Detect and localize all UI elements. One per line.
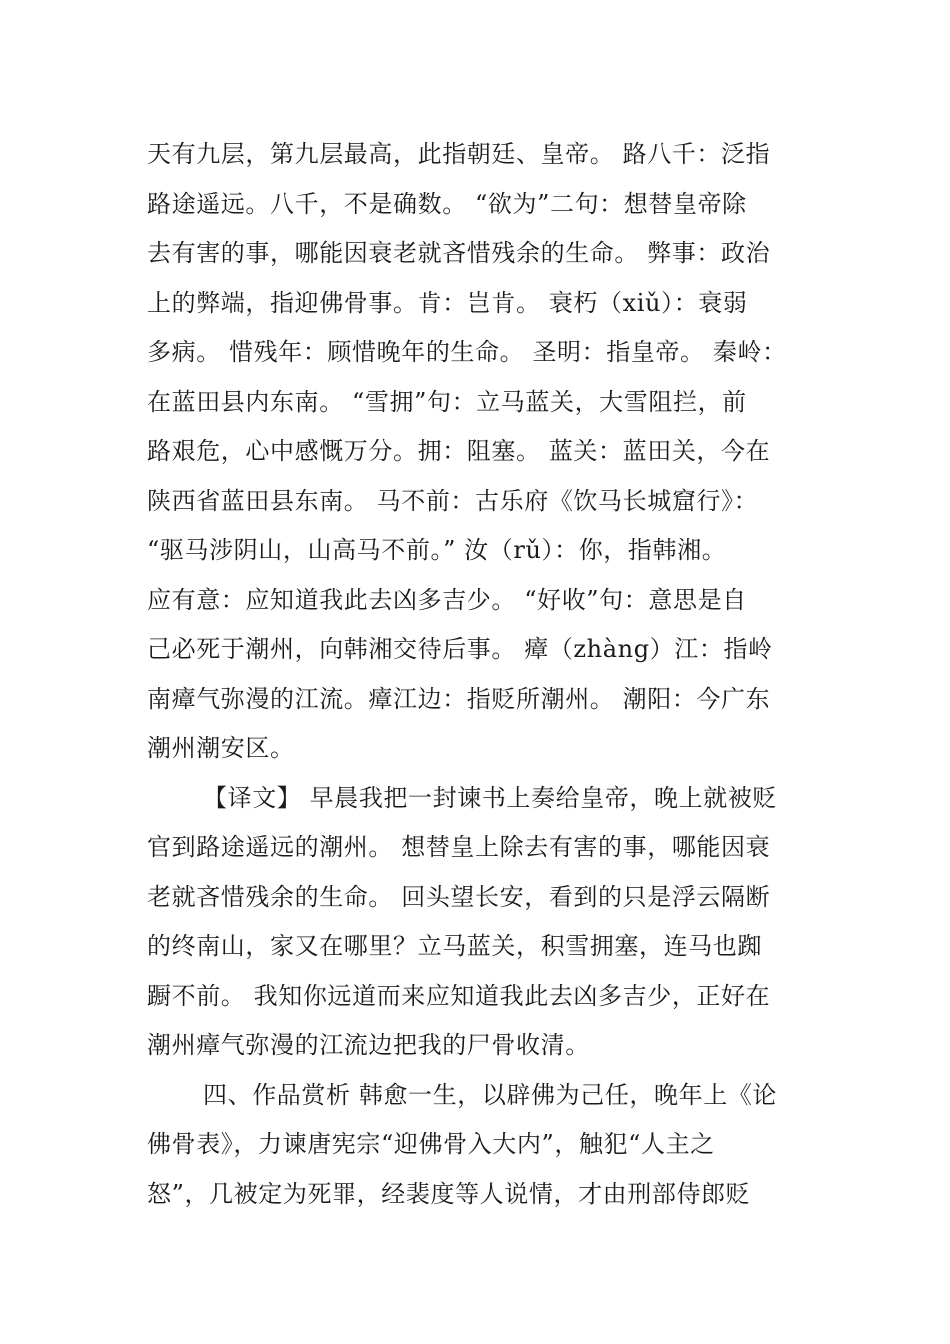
text-line: 南瘴气弥漫的江流。瘴江边：指贬所潮州。 潮阳：今广东 — [147, 684, 771, 713]
text-line: 上的弊端，指迎佛骨事。肯：岂肯。 衰朽（xiǔ）：衰弱 — [147, 288, 748, 317]
text-line: 己必死于潮州，向韩湘交待后事。 瘴（zhàng）江：指岭 — [147, 635, 773, 663]
text-line: “驱马涉阴山，山高马不前。” 汝（rǔ）：你，指韩湘。 — [147, 536, 727, 564]
text-line: 潮州瘴气弥漫的江流边把我的尸骨收清。 — [147, 1031, 590, 1059]
text-line: 路艰危，心中感慨万分。拥：阻塞。 蓝关：蓝田关，今在 — [147, 437, 771, 465]
text-line: 在蓝田县内东南。 “雪拥”句：立马蓝关，大雪阻拦，前 — [147, 387, 747, 416]
text-line: 陕西省蓝田县东南。 马不前：古乐府《饮马长城窟行》： — [147, 486, 759, 515]
text-line: 路途遥远。八千，不是确数。 “欲为”二句：想替皇帝除 — [147, 189, 747, 218]
notes-paragraph — [147, 130, 847, 774]
text-line: 老就吝惜残余的生命。 回头望长安，看到的只是浮云隔断 — [147, 882, 771, 911]
text-line: 官到路途遥远的潮州。 想替皇上除去有害的事，哪能因衰 — [147, 833, 771, 861]
text-line: 潮州潮安区。 — [147, 734, 295, 762]
text-line: 【译文】 早晨我把一封谏书上奏给皇帝，晚上就被贬 — [203, 783, 778, 812]
text-line: 蹰不前。 我知你远道而来应知道我此去凶多吉少，正好在 — [147, 981, 771, 1010]
text-line: 去有害的事，哪能因衰老就吝惜残余的生命。 弊事：政治 — [147, 239, 771, 267]
appreciation-paragraph — [147, 1071, 847, 1220]
text-line: 多病。 惜残年：顾惜晚年的生命。 圣明：指皇帝。 秦岭： — [147, 338, 787, 366]
text-line: 四、作品赏析 韩愈一生，以辟佛为己任，晚年上《论 — [203, 1080, 778, 1109]
text-line: 天有九层，第九层最高，此指朝廷、皇帝。 路八千：泛指 — [147, 140, 771, 168]
text-line: 佛骨表》，力谏唐宪宗“迎佛骨入大内”，触犯“人主之 — [147, 1130, 715, 1158]
document-body — [147, 130, 847, 1219]
text-line: 怒”，几被定为死罪，经裴度等人说情，才由刑部侍郎贬 — [147, 1179, 751, 1208]
translation-paragraph — [147, 774, 847, 1071]
text-line: 应有意：应知道我此去凶多吉少。 “好收”句：意思是自 — [147, 585, 747, 614]
text-line: 的终南山，家又在哪里？立马蓝关，积雪拥塞，连马也踟 — [147, 932, 762, 960]
